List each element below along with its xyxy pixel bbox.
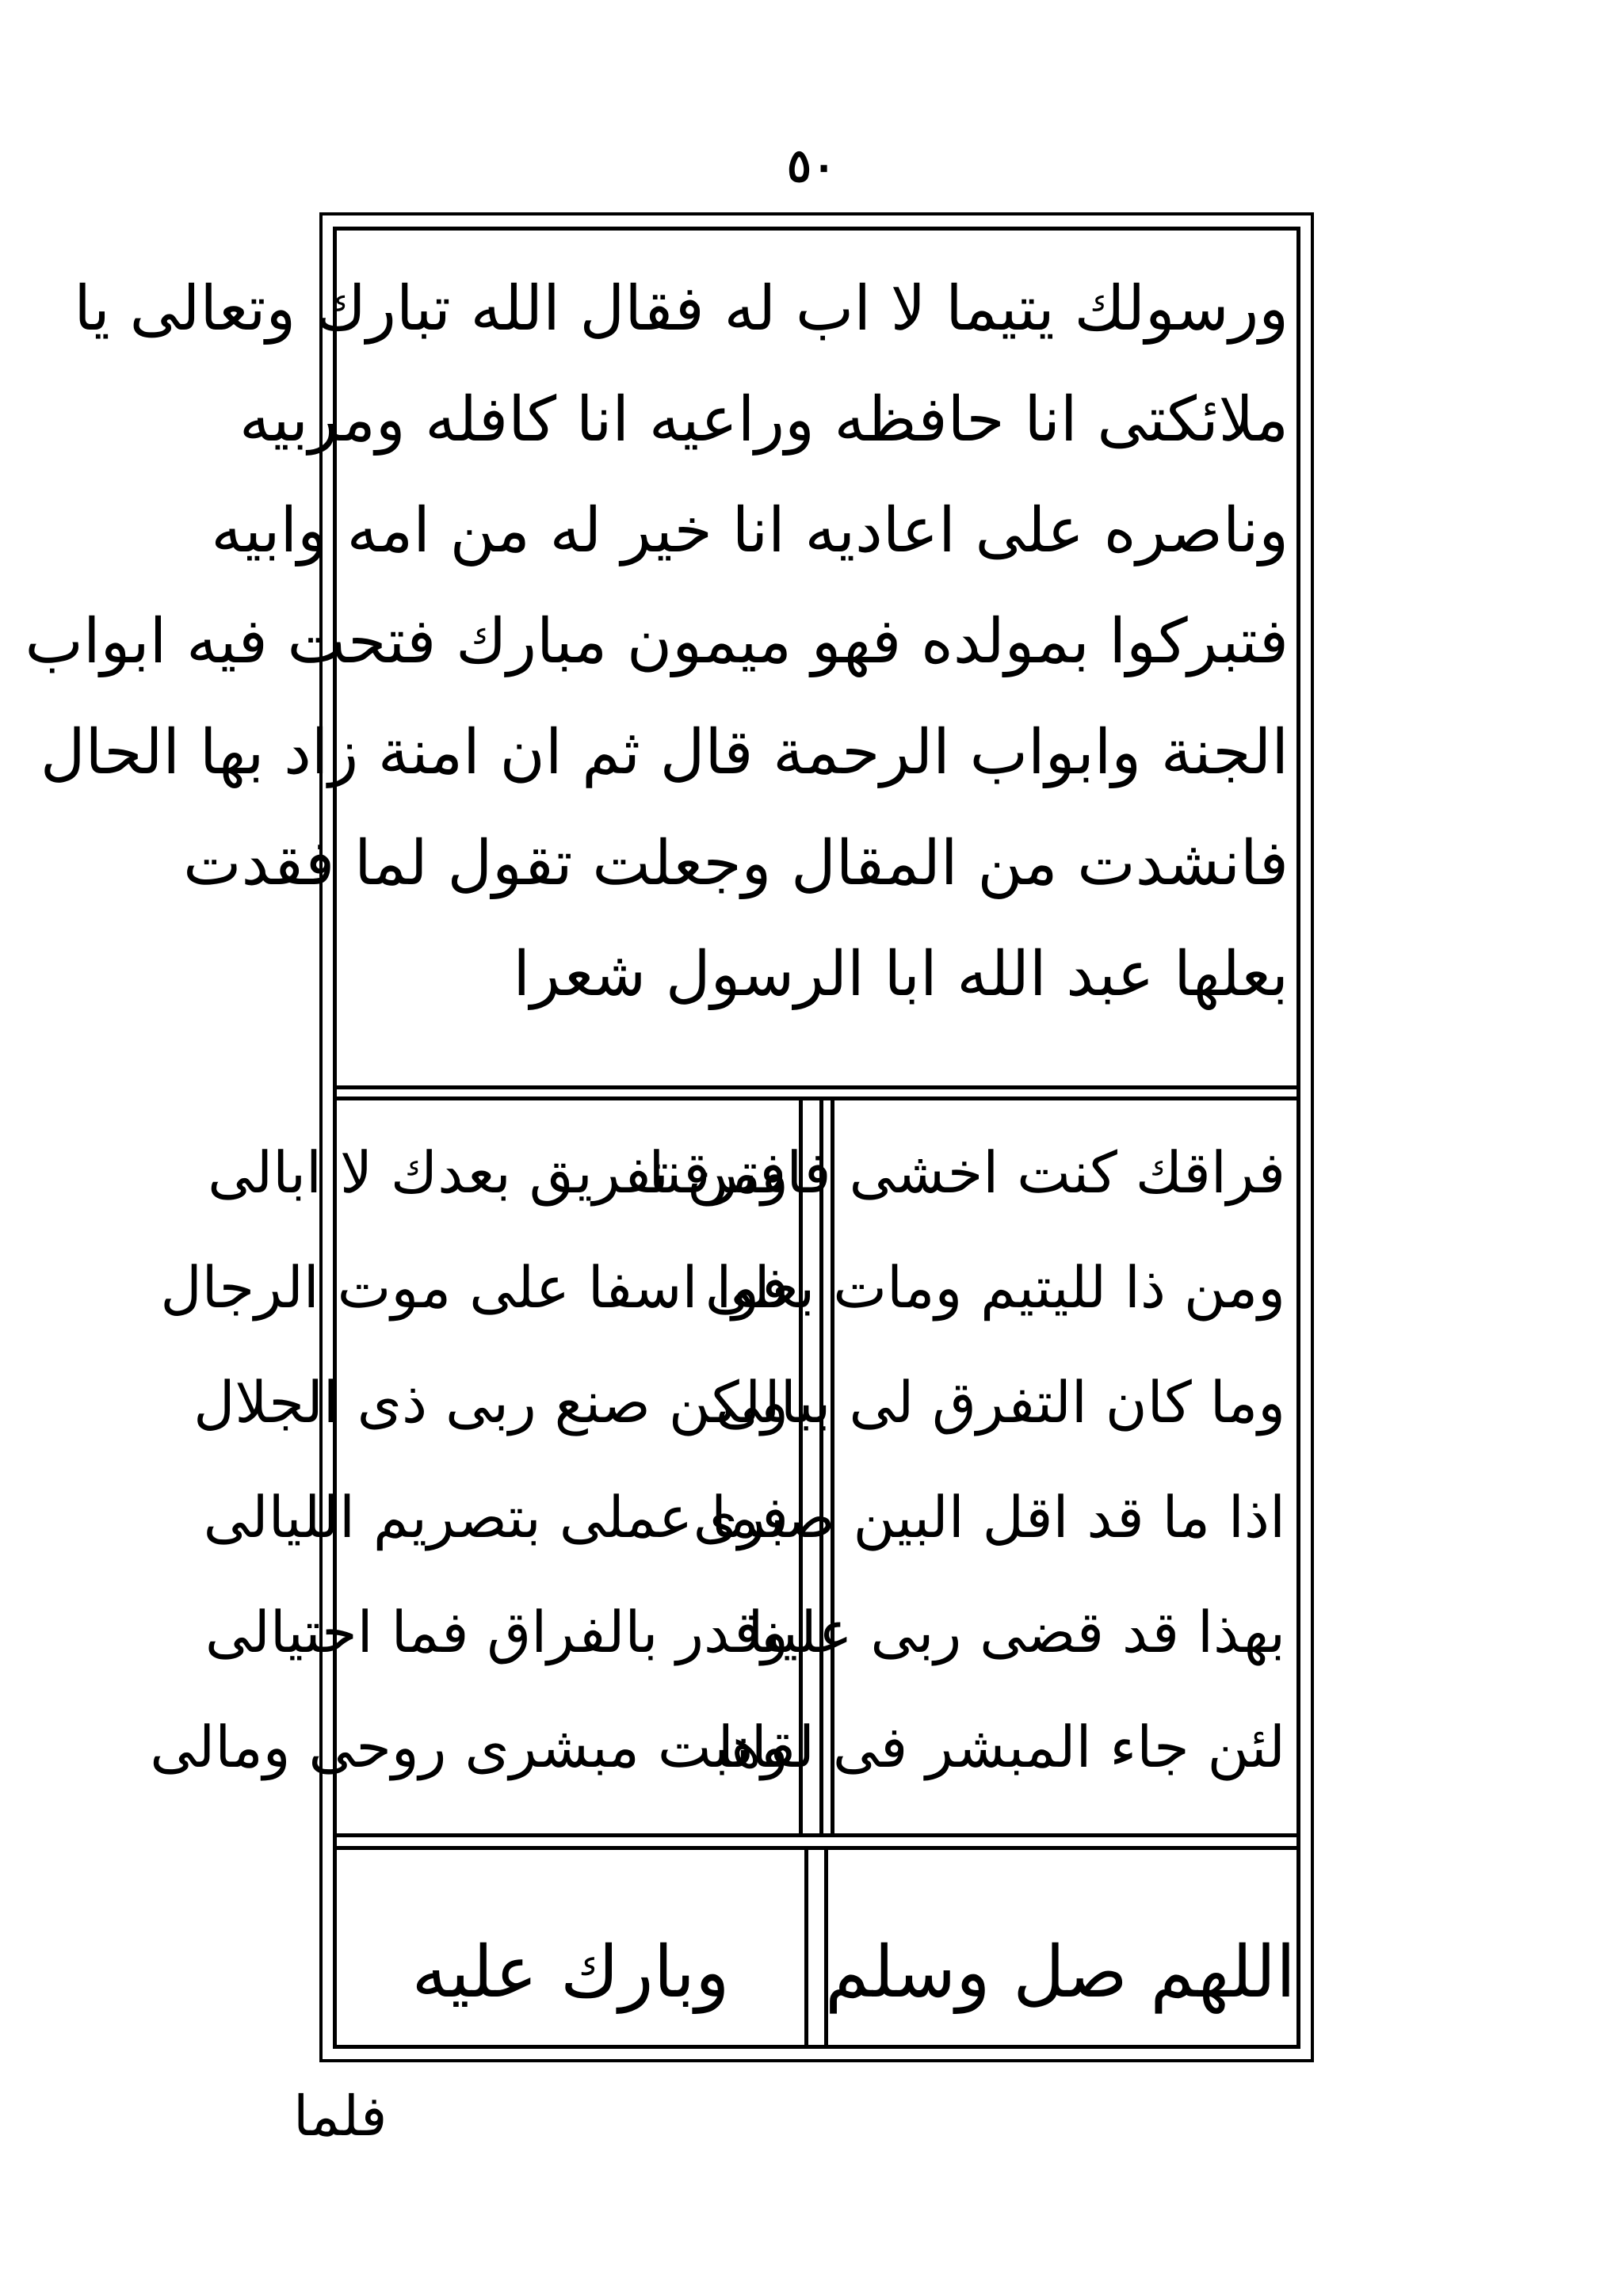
section-divider — [333, 1097, 1300, 1100]
prose-line: الجنة وابواب الرحمة قال ثم ان امنة زاد بها الحال — [40, 717, 1289, 788]
prose-line: فتبركوا بمولده فهو ميمون مبارك فتحت فيه ابواب — [25, 606, 1289, 677]
prose-line: ملائكتى انا حافظه وراعيه انا كافله ومربيه — [239, 384, 1289, 456]
section-divider — [333, 1085, 1300, 1089]
page-number: ٥٠ — [786, 139, 837, 193]
verse-first-hemistich: فراقك كنت اخشى فافترقنا — [648, 1139, 1285, 1206]
prose-block — [25, 238, 1296, 1079]
closing-prayer-right: اللهم صل وسلم — [825, 1931, 1296, 2014]
verse-first-hemistich: ومن ذا لليتيم ومات بعلى — [705, 1254, 1285, 1321]
verse-second-hemistich: ومن تفريق بعدك لا ابالى — [208, 1139, 789, 1206]
prose-line: بعلها عبد الله ابا الرسول شعرا — [513, 939, 1289, 1010]
verse-second-hemistich: فما عملى بتصريم الليالى — [203, 1484, 789, 1550]
catchword: فلما — [293, 2084, 388, 2149]
section-divider — [333, 1846, 1300, 1850]
verse-first-hemistich: لئن جاء المبشر فى لقانا — [717, 1714, 1285, 1780]
prose-line: ورسولك يتيما لا اب له فقال الله تبارك وتعالى يا — [74, 273, 1289, 345]
verse-first-hemistich: وما كان التفرق لى ببالى — [715, 1369, 1285, 1436]
prose-line: وناصره على اعاديه انا خير له من امه وابيه — [211, 495, 1289, 566]
section-divider — [333, 1833, 1300, 1837]
verse-second-hemistich: فوا اسفا على موت الرجال — [160, 1254, 789, 1321]
verse-first-hemistich: بهذا قد قضى ربى علينا — [747, 1599, 1285, 1665]
column-divider — [804, 1846, 808, 2049]
verse-second-hemistich: ولكن صنع ربى ذى الجلال — [193, 1369, 789, 1436]
verse-first-hemistich: اذا ما قد اقل البين صبرى — [693, 1484, 1285, 1550]
prose-line: فانشدت من المقال وجعلت تقول لما فقدت — [183, 828, 1289, 899]
closing-prayer-left: وبارك عليه — [411, 1931, 730, 2014]
verse-second-hemistich: وقدر بالفراق فما احتيالى — [204, 1599, 789, 1665]
verse-second-hemistich: وهبت مبشرى روحى ومالى — [150, 1714, 789, 1780]
